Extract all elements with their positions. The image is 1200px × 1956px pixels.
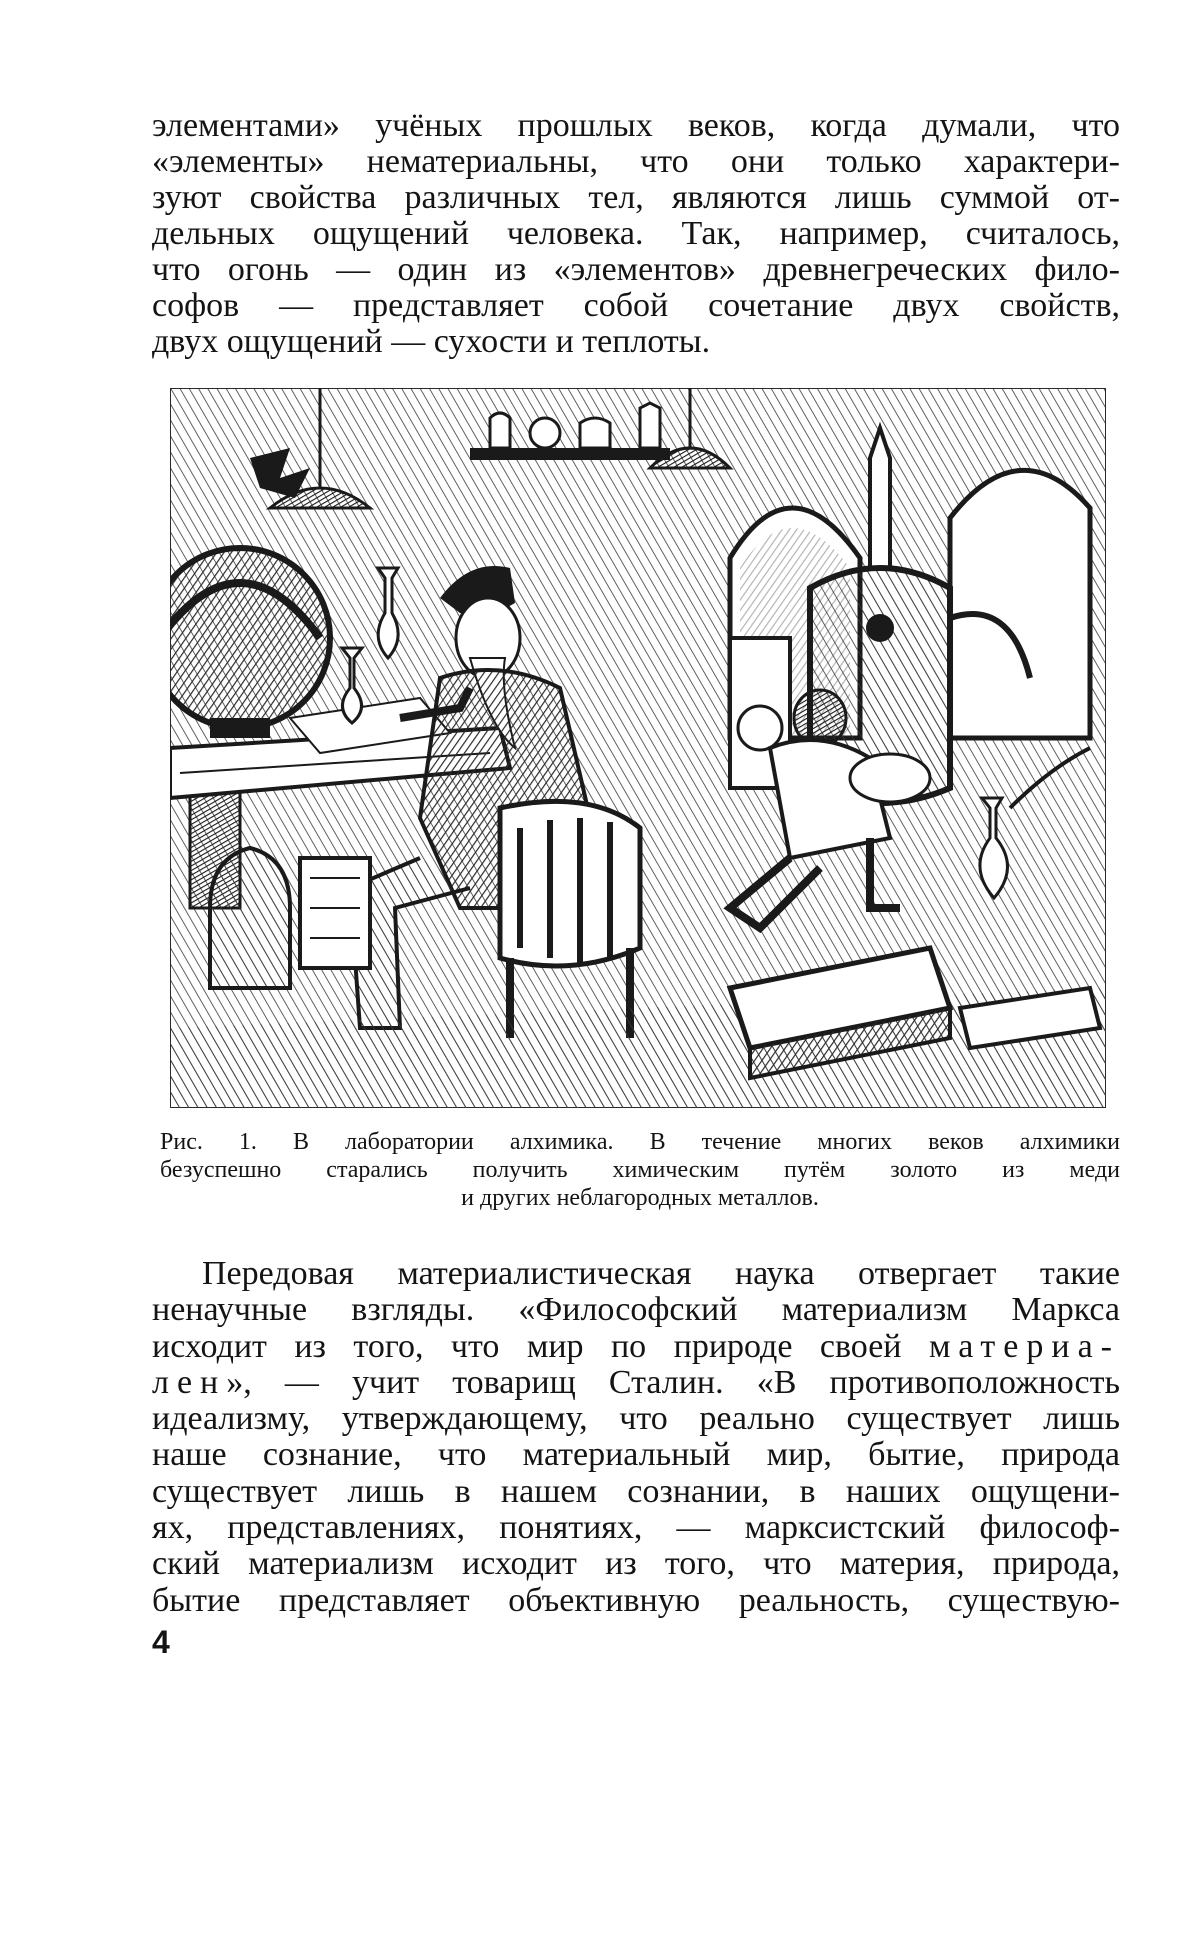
text-line: существует лишь в нашем сознании, в наших ощущени- xyxy=(152,1472,1120,1510)
text-line: ях, представлениях, понятиях, — марксистский философ- xyxy=(152,1509,1120,1547)
text-line: ненаучные взгляды. «Философский материализм Маркса xyxy=(152,1291,1120,1329)
shelf-bottle xyxy=(490,413,510,448)
text-line: зуют свойства различных тел, являются лишь суммой от- xyxy=(152,179,1120,216)
shelf-flask xyxy=(530,418,560,448)
caption-line: и других неблагородных металлов. xyxy=(461,1185,819,1211)
text-line: ский материализм исходит из того, что материя, природа, xyxy=(152,1545,1120,1583)
text-line xyxy=(152,1365,1120,1401)
text-line: дельных ощущений человека. Так, например, считалось, xyxy=(152,215,1120,252)
bottom-paragraph xyxy=(152,1256,1120,1619)
wall-shelf xyxy=(470,448,670,460)
globe xyxy=(170,548,330,728)
alchemist-laboratory-engraving xyxy=(170,388,1106,1108)
emphasized-word: лен xyxy=(152,1363,227,1401)
text-line: софов — представляет собой сочетание двух свойств, xyxy=(152,287,1120,324)
emphasized-word: материа- xyxy=(928,1327,1120,1365)
top-paragraph xyxy=(152,108,1120,360)
caption-line: Рис. 1. В лаборатории алхимика. В течение многих веков алхимики xyxy=(160,1129,1120,1155)
text-line: наше сознание, что материальный мир, бытие, природа xyxy=(152,1436,1120,1474)
text-line: идеализму, утверждающему, что реально существует лишь xyxy=(152,1400,1120,1438)
shelf-jar xyxy=(580,418,610,448)
text-line xyxy=(152,1329,1120,1365)
figure-caption xyxy=(160,1128,1120,1212)
stone-arch-right xyxy=(950,470,1090,738)
apprentice-head xyxy=(794,690,846,746)
engraving-illustration xyxy=(170,388,1106,1108)
text-line: что огонь — один из «элементов» древнегреческих фило- xyxy=(152,251,1120,288)
caption-line: безуспешно старались получить химическим путём золото из меди xyxy=(160,1157,1120,1183)
bellows xyxy=(850,754,930,802)
text-fragment: исходит из того, что мир по природе своей xyxy=(152,1327,902,1365)
clay-pot xyxy=(210,848,290,988)
text-line: бытие представляет объективную реальность, существую- xyxy=(152,1581,1120,1619)
text-fragment: », — учит товарищ Сталин. «В противоположность xyxy=(226,1363,1120,1401)
lantern xyxy=(300,858,370,968)
text-line: Передовая материалистическая наука отвергает такие xyxy=(202,1255,1120,1292)
page-number: 4 xyxy=(152,1624,170,1660)
text-line: двух ощущений — сухости и теплоты. xyxy=(152,323,711,360)
text-line: «элементы» нематериальны, что они только характери- xyxy=(152,143,1120,180)
text-line: элементами» учёных прошлых веков, когда думали, что xyxy=(152,107,1120,144)
alembic-neck xyxy=(870,428,890,568)
shelf-bottle xyxy=(640,403,660,448)
